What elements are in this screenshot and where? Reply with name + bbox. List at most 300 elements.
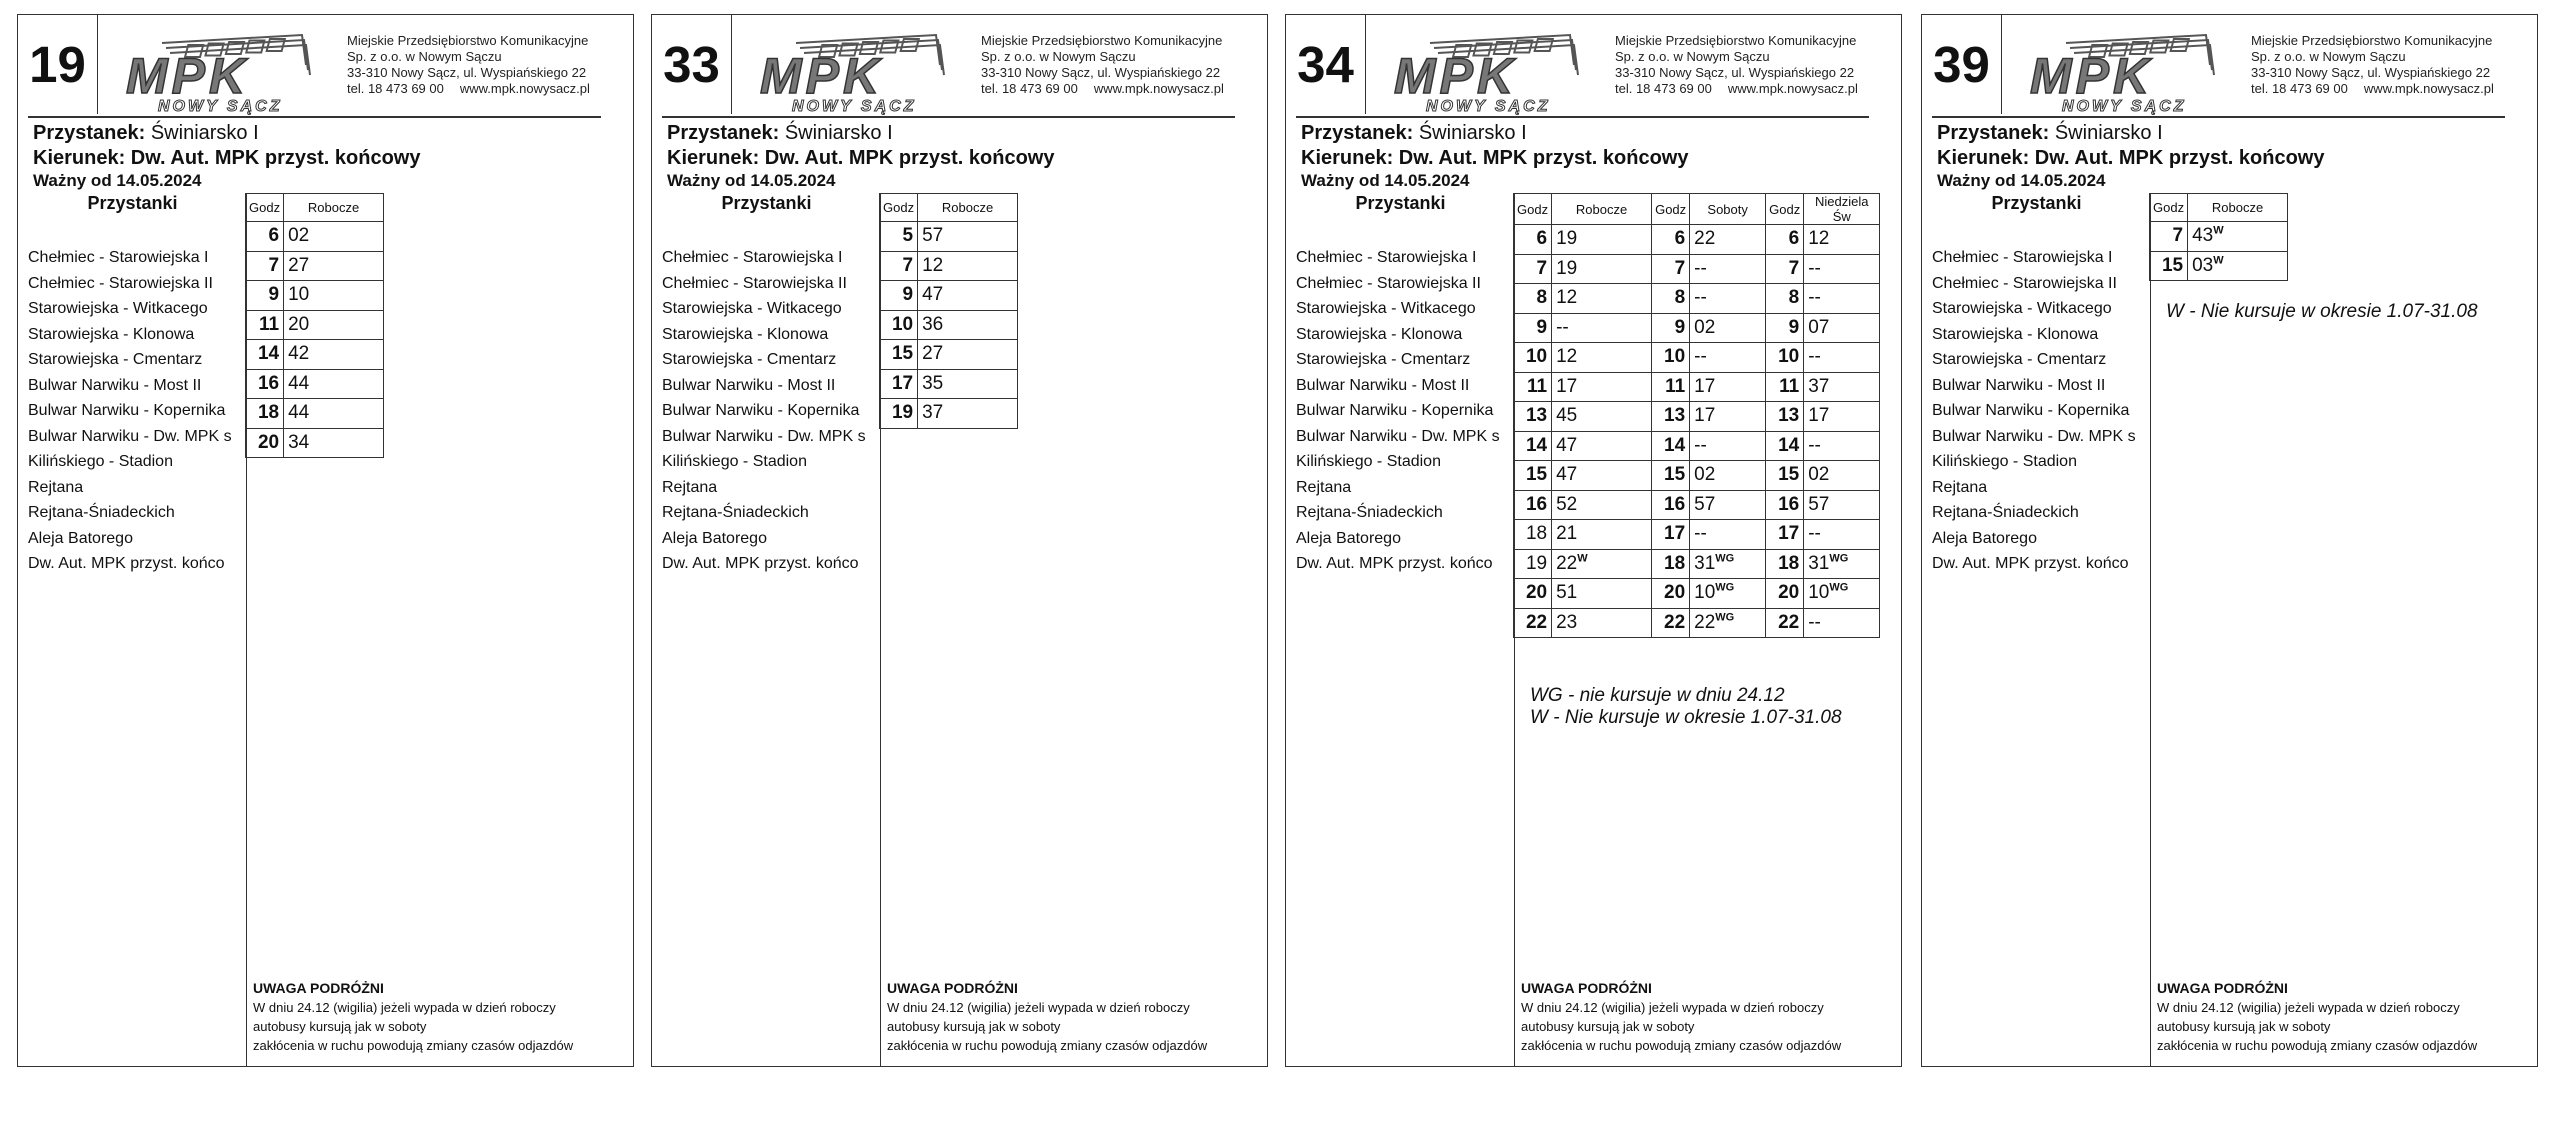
stop-info: [1937, 121, 2324, 190]
company-address: 33-310 Nowy Sącz, ul. Wyspiańskiego 22: [2251, 65, 2491, 80]
stops-title: Przystanki: [721, 193, 812, 213]
mpk-logo: [2026, 31, 2221, 115]
hour-header: Godz: [1652, 194, 1690, 225]
list-item: Bulwar Narwiku - Dw. MPK s: [28, 427, 232, 445]
stops-column: [1286, 193, 1515, 1066]
table-row: [246, 251, 384, 281]
list-item: Starowiejska - Cmentarz: [662, 351, 837, 368]
notice-line: autobusy kursują jak w soboty: [2157, 1019, 2331, 1034]
departure-hour: 8: [1514, 284, 1552, 314]
company-website: www.mpk.nowysacz.pl: [2363, 81, 2494, 96]
minutes-value: 31: [1808, 552, 1830, 574]
departure-minutes: [1804, 461, 1880, 491]
logo-text: MPK: [1394, 48, 1518, 104]
minutes-value: --: [1556, 316, 1569, 338]
list-item: Starowiejska - Cmentarz: [1296, 351, 1471, 368]
company-contact: [981, 81, 1240, 97]
minutes-value: 45: [1556, 405, 1578, 427]
table-row: [246, 399, 384, 429]
stop-name: Świniarsko I: [150, 122, 259, 144]
footnote-mark: WG: [1715, 552, 1735, 565]
table-row: [246, 428, 384, 458]
mpk-logo: [756, 31, 951, 115]
company-phone: tel. 18 473 69 00: [981, 81, 1078, 96]
departure-hour: 13: [1652, 402, 1690, 432]
list-item: Kilińskiego - Stadion: [28, 453, 173, 470]
departure-hour: 9: [1514, 313, 1552, 343]
direction: Kierunek: Dw. Aut. MPK przyst. końcowy: [667, 147, 1055, 169]
minutes-value: 27: [922, 343, 944, 365]
minutes-value: 37: [922, 402, 944, 424]
company-name: Miejskie Przedsiębiorstwo Komunikacyjne: [2251, 33, 2493, 48]
minutes-value: 17: [1556, 375, 1578, 397]
departure-minutes: [918, 399, 1018, 429]
table-row: [1514, 608, 1880, 638]
company-contact: [1615, 81, 1874, 97]
stops-column: [652, 193, 881, 1066]
minutes-value: 36: [922, 313, 944, 335]
company-phone: tel. 18 473 69 00: [347, 81, 444, 96]
departure-hour: 8: [1652, 284, 1690, 314]
notice-line: W dniu 24.12 (wigilia) jeżeli wypada w dzień roboczy: [2157, 1000, 2460, 1015]
minutes-value: 02: [288, 225, 310, 247]
minutes-value: 21: [1556, 523, 1578, 545]
company-website: www.mpk.nowysacz.pl: [459, 81, 590, 96]
logo-city: NOWY SĄCZ: [1426, 98, 1551, 115]
departure-minutes: [1552, 313, 1652, 343]
departure-minutes: [1804, 431, 1880, 461]
stop-label: Przystanek:: [33, 122, 146, 144]
departure-minutes: [1690, 254, 1766, 284]
valid-from: Ważny od 14.05.2024: [667, 171, 836, 190]
table-row: [880, 251, 1018, 281]
table-row: [880, 340, 1018, 370]
list-item: Chełmiec - Starowiejska I: [1932, 249, 2113, 266]
table-row: [880, 222, 1018, 252]
list-item: Starowiejska - Cmentarz: [28, 351, 203, 368]
departure-minutes: [918, 369, 1018, 399]
list-item: Chełmiec - Starowiejska II: [1296, 274, 1481, 292]
table-row: [1514, 431, 1880, 461]
list-item: Starowiejska - Klonowa: [1296, 325, 1463, 343]
minutes-value: --: [1808, 346, 1821, 368]
stop-label: Przystanek:: [1301, 122, 1414, 144]
company-contact: [2251, 81, 2510, 97]
company-address: 33-310 Nowy Sącz, ul. Wyspiańskiego 22: [347, 65, 587, 80]
day-type-header: Robocze: [918, 194, 1018, 222]
list-item: Starowiejska - Witkacego: [1296, 300, 1476, 317]
list-item: Rejtana-Śniadeckich: [28, 504, 175, 521]
departure-hour: 6: [1652, 225, 1690, 255]
departure-hour: 6: [1766, 225, 1804, 255]
departure-hour: 16: [1652, 490, 1690, 520]
minutes-value: 02: [1808, 464, 1830, 486]
departure-hour: 15: [2150, 251, 2188, 281]
table-row: [1514, 284, 1880, 314]
departure-hour: 17: [1766, 520, 1804, 550]
departures-table: [1513, 193, 1880, 638]
logo-text: MPK: [2030, 48, 2154, 104]
departure-hour: 9: [880, 281, 918, 311]
departure-minutes: [1690, 608, 1766, 638]
stop-name: Świniarsko I: [784, 122, 893, 144]
stop-name: Świniarsko I: [1418, 122, 1527, 144]
header-divider: [1932, 116, 2505, 118]
timetable-panel: [17, 14, 634, 1067]
departure-minutes: [1552, 254, 1652, 284]
departure-minutes: [2188, 251, 2288, 281]
departure-minutes: [284, 399, 384, 429]
company-address: 33-310 Nowy Sącz, ul. Wyspiańskiego 22: [1615, 65, 1855, 80]
departure-minutes: [2188, 222, 2288, 252]
departure-hour: 14: [1766, 431, 1804, 461]
notice-line: autobusy kursują jak w soboty: [887, 1019, 1061, 1034]
logo-city: NOWY SĄCZ: [792, 98, 917, 115]
departure-hour: 7: [1766, 254, 1804, 284]
departure-hour: 22: [1514, 608, 1552, 638]
company-legal: Sp. z o.o. w Nowym Sączu: [2251, 49, 2406, 64]
departure-hour: 16: [1514, 490, 1552, 520]
minutes-value: 35: [922, 372, 944, 394]
departure-hour: 18: [1514, 520, 1552, 550]
list-item: Starowiejska - Cmentarz: [1932, 351, 2107, 368]
notice-line: W dniu 24.12 (wigilia) jeżeli wypada w dzień roboczy: [1521, 1000, 1824, 1015]
table-row: [246, 340, 384, 370]
hour-header: Godz: [246, 194, 284, 222]
departure-minutes: [1690, 431, 1766, 461]
list-item: Bulwar Narwiku - Kopernika: [662, 402, 860, 419]
logo-area: [2026, 31, 2221, 115]
departure-hour: 13: [1766, 402, 1804, 432]
minutes-value: --: [1808, 611, 1821, 633]
departure-minutes: [1690, 372, 1766, 402]
direction: Kierunek: Dw. Aut. MPK przyst. końcowy: [1301, 147, 1689, 169]
direction: Kierunek: Dw. Aut. MPK przyst. końcowy: [33, 147, 421, 169]
minutes-value: 10: [1808, 582, 1830, 604]
panel-header: [18, 15, 633, 114]
departure-hour: 10: [880, 310, 918, 340]
list-item: Starowiejska - Witkacego: [28, 300, 208, 317]
departure-hour: 18: [1652, 549, 1690, 579]
stop-line: [1937, 121, 2324, 146]
departure-hour: 10: [1514, 343, 1552, 373]
list-item: Bulwar Narwiku - Kopernika: [1296, 402, 1494, 419]
table-header-row: [2150, 194, 2288, 222]
table-header-row: [1514, 194, 1880, 225]
minutes-value: 31: [1694, 552, 1716, 574]
list-item: Starowiejska - Klonowa: [28, 325, 195, 343]
departure-minutes: [1552, 579, 1652, 609]
company-phone: tel. 18 473 69 00: [1615, 81, 1712, 96]
panel-header: [652, 15, 1267, 114]
minutes-value: 17: [1808, 405, 1830, 427]
departure-minutes: [918, 222, 1018, 252]
list-item: Chełmiec - Starowiejska II: [28, 274, 213, 292]
minutes-value: 17: [1694, 375, 1716, 397]
departure-hour: 20: [246, 428, 284, 458]
departure-hour: 6: [1514, 225, 1552, 255]
departure-minutes: [284, 310, 384, 340]
timetable-panel: [1921, 14, 2538, 1067]
notice-line: zakłócenia w ruchu powodują zmiany czasów odjazdów: [253, 1038, 574, 1053]
logo-area: [1390, 31, 1585, 115]
day-type-header: Niedziela Św: [1804, 194, 1880, 225]
departure-hour: 22: [1652, 608, 1690, 638]
departure-minutes: [1552, 372, 1652, 402]
list-item: Kilińskiego - Stadion: [1296, 453, 1441, 470]
departure-hour: 7: [880, 251, 918, 281]
list-item: Bulwar Narwiku - Dw. MPK s: [1932, 427, 2136, 445]
company-phone: tel. 18 473 69 00: [2251, 81, 2348, 96]
table-row: [1514, 549, 1880, 579]
footnote-mark: W: [2213, 224, 2224, 237]
minutes-value: 27: [288, 254, 310, 276]
list-item: Rejtana: [1932, 478, 1988, 496]
minutes-value: 22: [1694, 228, 1716, 250]
footnote: W - Nie kursuje w okresie 1.07-31.08: [2166, 301, 2478, 322]
panel-header: [1286, 15, 1901, 114]
departure-hour: 22: [1766, 608, 1804, 638]
list-item: Bulwar Narwiku - Most II: [28, 376, 202, 394]
minutes-value: 22: [1556, 552, 1578, 574]
company-legal: Sp. z o.o. w Nowym Sączu: [1615, 49, 1770, 64]
table-row: [880, 310, 1018, 340]
departure-minutes: [1804, 284, 1880, 314]
company-info: [2251, 33, 2510, 97]
header-divider: [662, 116, 1235, 118]
line-number: 34: [1286, 15, 1366, 114]
departure-minutes: [284, 340, 384, 370]
stops-list: [1932, 245, 2147, 577]
company-name: Miejskie Przedsiębiorstwo Komunikacyjne: [981, 33, 1223, 48]
header-divider: [1296, 116, 1869, 118]
list-item: Aleja Batorego: [28, 529, 133, 547]
departure-minutes: [1552, 284, 1652, 314]
departure-minutes: [1690, 579, 1766, 609]
minutes-value: 07: [1808, 316, 1830, 338]
departure-minutes: [1690, 313, 1766, 343]
notice-line: W dniu 24.12 (wigilia) jeżeli wypada w dzień roboczy: [887, 1000, 1190, 1015]
departure-minutes: [284, 369, 384, 399]
minutes-value: 19: [1556, 228, 1578, 250]
departure-hour: 8: [1766, 284, 1804, 314]
list-item: Chełmiec - Starowiejska I: [1296, 249, 1477, 266]
table-row: [880, 281, 1018, 311]
table-row: [1514, 579, 1880, 609]
stop-line: [33, 121, 420, 146]
table-row: [1514, 343, 1880, 373]
minutes-value: 47: [1556, 464, 1578, 486]
table-row: [1514, 461, 1880, 491]
departure-minutes: [1690, 225, 1766, 255]
departure-hour: 19: [880, 399, 918, 429]
footnotes: [1530, 685, 1842, 729]
table-row: [1514, 490, 1880, 520]
minutes-value: --: [1808, 523, 1821, 545]
list-item: Kilińskiego - Stadion: [662, 453, 807, 470]
list-item: Rejtana-Śniadeckich: [662, 504, 809, 521]
table-row: [246, 310, 384, 340]
stops-title: Przystanki: [1991, 193, 2082, 213]
mpk-logo: [1390, 31, 1585, 115]
minutes-value: 19: [1556, 257, 1578, 279]
table-row: [880, 399, 1018, 429]
line-number: 33: [652, 15, 732, 114]
departure-minutes: [918, 281, 1018, 311]
minutes-value: 57: [1808, 493, 1830, 515]
hour-header: Godz: [1514, 194, 1552, 225]
list-item: Aleja Batorego: [662, 529, 767, 547]
valid-from: Ważny od 14.05.2024: [1301, 171, 1470, 190]
list-item: Dw. Aut. MPK przyst. końco: [1932, 555, 2129, 572]
departure-hour: 11: [1652, 372, 1690, 402]
departure-hour: 17: [880, 369, 918, 399]
list-item: Rejtana: [662, 478, 718, 496]
minutes-value: 57: [1694, 493, 1716, 515]
departure-hour: 9: [246, 281, 284, 311]
day-type-header: Robocze: [284, 194, 384, 222]
timetable-panel: [1285, 14, 1902, 1067]
company-website: www.mpk.nowysacz.pl: [1727, 81, 1858, 96]
list-item: Chełmiec - Starowiejska I: [28, 249, 209, 266]
list-item: Bulwar Narwiku - Most II: [662, 376, 836, 394]
stop-info: [33, 121, 420, 190]
list-item: Dw. Aut. MPK przyst. końco: [1296, 555, 1493, 572]
departure-minutes: [284, 222, 384, 252]
minutes-value: 20: [288, 313, 310, 335]
table-row: [246, 222, 384, 252]
stops-column: [1922, 193, 2151, 1066]
table-row: [1514, 402, 1880, 432]
departure-minutes: [1690, 284, 1766, 314]
departure-minutes: [1804, 490, 1880, 520]
minutes-value: 12: [1808, 228, 1830, 250]
departure-minutes: [1804, 343, 1880, 373]
minutes-value: --: [1808, 287, 1821, 309]
footnote-mark: WG: [1715, 581, 1735, 594]
departure-hour: 5: [880, 222, 918, 252]
departure-minutes: [1804, 254, 1880, 284]
list-item: Bulwar Narwiku - Most II: [1296, 376, 1470, 394]
table-row: [246, 281, 384, 311]
minutes-value: 57: [922, 225, 944, 247]
minutes-value: 02: [1694, 316, 1716, 338]
stops-list: [1296, 245, 1511, 577]
minutes-value: 12: [1556, 346, 1578, 368]
departure-minutes: [1552, 608, 1652, 638]
travellers-notice: [253, 979, 573, 1055]
minutes-value: 42: [288, 343, 310, 365]
departure-hour: 19: [1514, 549, 1552, 579]
day-type-header: Robocze: [2188, 194, 2288, 222]
list-item: Dw. Aut. MPK przyst. końco: [662, 555, 859, 572]
minutes-value: --: [1694, 346, 1707, 368]
notice-title: UWAGA PODRÓŻNI: [253, 980, 384, 996]
departure-minutes: [1690, 520, 1766, 550]
stops-title: Przystanki: [1355, 193, 1446, 213]
list-item: Starowiejska - Klonowa: [1932, 325, 2099, 343]
minutes-value: --: [1694, 287, 1707, 309]
company-info: [981, 33, 1240, 97]
logo-text: MPK: [760, 48, 884, 104]
departure-minutes: [1552, 402, 1652, 432]
departure-minutes: [1690, 461, 1766, 491]
minutes-value: --: [1694, 257, 1707, 279]
departure-hour: 9: [1766, 313, 1804, 343]
minutes-value: 51: [1556, 582, 1578, 604]
minutes-value: --: [1808, 257, 1821, 279]
minutes-value: --: [1694, 434, 1707, 456]
list-item: Aleja Batorego: [1296, 529, 1401, 547]
table-header-row: [880, 194, 1018, 222]
departure-minutes: [1804, 579, 1880, 609]
stops-list: [662, 245, 877, 577]
departure-minutes: [284, 251, 384, 281]
minutes-value: 22: [1694, 611, 1716, 633]
logo-area: [122, 31, 317, 115]
departure-hour: 7: [246, 251, 284, 281]
list-item: Rejtana: [28, 478, 84, 496]
table-row: [1514, 225, 1880, 255]
departures-table: [245, 193, 384, 458]
departure-hour: 15: [1766, 461, 1804, 491]
list-item: Rejtana-Śniadeckich: [1932, 504, 2079, 521]
footnote-mark: W: [1577, 552, 1588, 565]
departure-hour: 16: [1766, 490, 1804, 520]
list-item: Starowiejska - Witkacego: [1932, 300, 2112, 317]
day-type-header: Soboty: [1690, 194, 1766, 225]
departure-minutes: [1552, 520, 1652, 550]
valid-from: Ważny od 14.05.2024: [1937, 171, 2106, 190]
table-row: [1514, 520, 1880, 550]
departure-minutes: [1552, 461, 1652, 491]
departure-hour: 18: [1766, 549, 1804, 579]
company-legal: Sp. z o.o. w Nowym Sączu: [981, 49, 1136, 64]
stop-label: Przystanek:: [1937, 122, 2050, 144]
footnote-mark: WG: [1829, 552, 1849, 565]
stop-info: [667, 121, 1054, 190]
departure-hour: 9: [1652, 313, 1690, 343]
minutes-value: 44: [288, 372, 310, 394]
minutes-value: 10: [288, 284, 310, 306]
table-row: [1514, 372, 1880, 402]
minutes-value: 47: [1556, 434, 1578, 456]
departure-hour: 11: [246, 310, 284, 340]
minutes-value: 37: [1808, 375, 1830, 397]
line-number: 39: [1922, 15, 2002, 114]
list-item: Dw. Aut. MPK przyst. końco: [28, 555, 225, 572]
departure-minutes: [284, 428, 384, 458]
departure-minutes: [1552, 225, 1652, 255]
departure-hour: 15: [1652, 461, 1690, 491]
stop-info: [1301, 121, 1688, 190]
day-type-header: Robocze: [1552, 194, 1652, 225]
list-item: Bulwar Narwiku - Dw. MPK s: [1296, 427, 1500, 445]
company-info: [347, 33, 606, 97]
departure-minutes: [1804, 549, 1880, 579]
hour-header: Godz: [1766, 194, 1804, 225]
departure-minutes: [1552, 549, 1652, 579]
minutes-value: 52: [1556, 493, 1578, 515]
logo-text: MPK: [126, 48, 250, 104]
table-row: [2150, 251, 2288, 281]
notice-line: autobusy kursują jak w soboty: [1521, 1019, 1695, 1034]
table-row: [1514, 313, 1880, 343]
notice-line: autobusy kursują jak w soboty: [253, 1019, 427, 1034]
list-item: Kilińskiego - Stadion: [1932, 453, 2077, 470]
list-item: Rejtana-Śniadeckich: [1296, 504, 1443, 521]
minutes-value: 23: [1556, 611, 1578, 633]
